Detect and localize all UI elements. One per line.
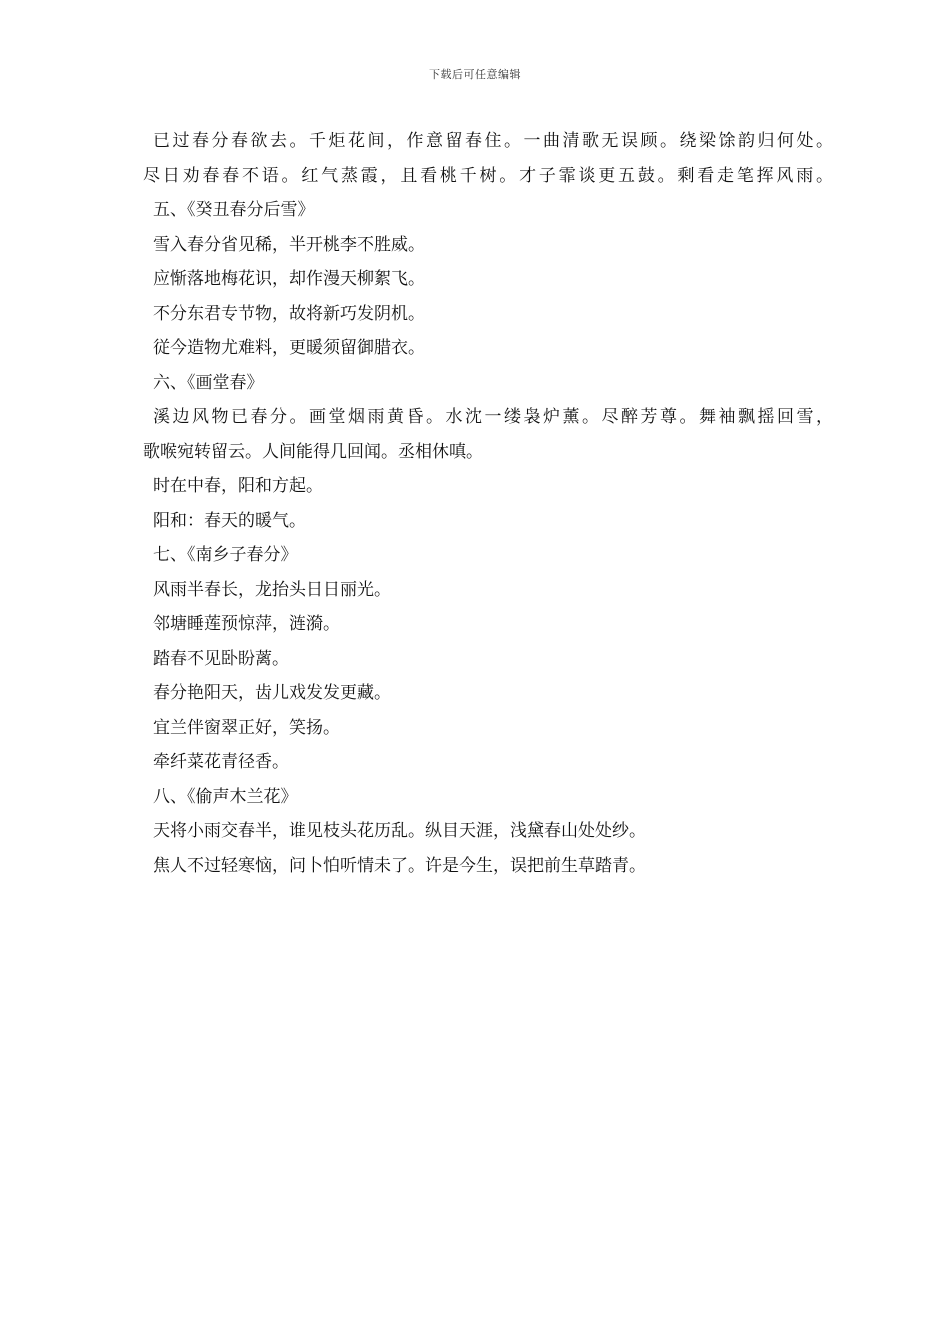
note-line: 阳和：春天的暖气。	[153, 510, 306, 531]
section-heading: 八、《偷声木兰花》	[153, 786, 298, 807]
verse-line: 已过春分春欲去。千炬花间，作意留春住。一曲清歌无误顾。绕梁馀韵归何处。	[153, 131, 833, 151]
verse-line: 春分艳阳天，齿儿戏发发更藏。	[153, 683, 391, 703]
document-body	[143, 124, 833, 883]
verse-line: 従今造物尤难料，更暖须留御腊衣。	[153, 338, 425, 358]
verse-line: 雪入春分省见稀，半开桃李不胜威。	[153, 234, 425, 255]
verse-line: 踏春不见卧盼蓠。	[153, 648, 289, 669]
verse-line: 风雨半春长，龙抬头日日丽光。	[153, 579, 391, 600]
verse-line: 天将小雨交春半，谁见枝头花历乱。纵目天涯，浅黛春山处处纱。	[153, 821, 646, 841]
verse-line: 溪边风物已春分。画堂烟雨黄昏。水沈一缕袅炉薰。尽醉芳尊。舞袖飘摇回雪，	[153, 407, 833, 427]
section-heading: 六、《画堂春》	[153, 372, 264, 393]
verse-line: 牵纤菜花青径香。	[153, 752, 289, 772]
verse-line: 宜兰伴窗翠正好，笑扬。	[153, 717, 340, 738]
verse-line: 焦人不过轻寒恼，问卜怕听情未了。许是今生，误把前生草踏青。	[153, 855, 646, 876]
verse-line: 应惭落地梅花识，却作漫天柳絮飞。	[153, 269, 425, 289]
verse-line: 不分东君专节物，故将新巧发阴机。	[153, 303, 425, 324]
verse-line: 歌喉宛转留云。人间能得几回闻。丞相休嗔。	[143, 441, 483, 462]
verse-line: 尽日劝春春不语。红气蒸霞，且看桃千树。才子霏谈更五鼓。剩看走笔挥风雨。	[143, 165, 833, 186]
verse-line: 邻塘睡莲预惊萍，涟漪。	[153, 614, 340, 634]
header-note: 下载后可任意编辑	[429, 68, 521, 81]
section-heading: 五、《癸丑春分后雪》	[153, 200, 315, 220]
verse-line: 时在中春，阳和方起。	[153, 476, 323, 496]
section-heading: 七、《南乡子春分》	[153, 545, 298, 565]
